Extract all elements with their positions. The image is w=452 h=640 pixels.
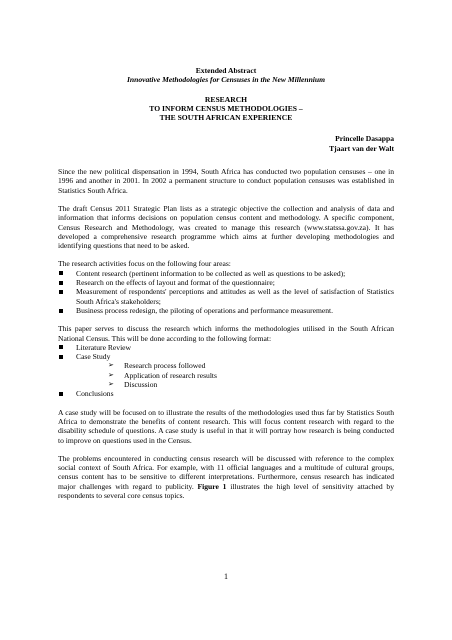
figure-reference: Figure 1 [197, 481, 227, 491]
format-list [58, 343, 394, 399]
abstract-header [58, 66, 394, 85]
list-item: Measurement of respondents' perceptions and attitudes as well as the level of satisfaction of Statistics South Africa's stakeholders; [58, 287, 394, 306]
sub-list-item: ➢ Research process followed [58, 361, 394, 370]
author-name: Tjaart van der Walt [329, 143, 394, 153]
conference-title: Innovative Methodologies for Censuses in the New Millennium [126, 75, 326, 85]
paragraph-case-study: A case study will be focused on to illustrate the results of the methodologies used thus far by Statistics South Africa to demonstrate the benefits of content research. This will focus content research with regard to the disability schedule of questions. A case study is useful in that it will portray how research is being conducted to improve on questions used in the Census. [58, 407, 394, 445]
paragraph-format-intro: This paper serves to discuss the research which informs the methodologies utilised in the South African National Census. This will be done according to the following format: [58, 324, 394, 343]
title-line-1: RESEARCH [204, 94, 248, 104]
paragraph-intro: Since the new political dispensation in 1994, South Africa has conducted two population censuses – one in 1996 and another in 2001. In 2002 a permanent structure to conduct population censuses was established in Statistics South Africa. [58, 167, 394, 195]
paragraph-problems [58, 454, 394, 500]
header-label: Extended Abstract [195, 66, 257, 75]
list-item: Literature Review [58, 343, 394, 352]
sub-list-item: ➢ Discussion [58, 380, 394, 389]
title-line-3: THE SOUTH AFRICAN EXPERIENCE [159, 113, 293, 123]
author-name: Princelle Dasappa [335, 134, 394, 144]
list-item: Research on the effects of layout and format of the questionnaire; [58, 278, 394, 287]
paragraph-focus-intro: The research activities focus on the following four areas: [58, 259, 231, 269]
sub-list-item: ➢ Application of research results [58, 371, 394, 380]
list-item: Conclusions [58, 389, 394, 398]
page-number: 1 [224, 572, 228, 581]
list-item: Business process redesign, the piloting of operations and performance measurement. [58, 306, 394, 315]
title-line-2: TO INFORM CENSUS METHODOLOGIES – [149, 103, 303, 113]
list-item: Content research (pertinent information to be collected as well as questions to be asked); [58, 269, 394, 278]
author-list [58, 134, 394, 153]
paragraph-problems-text: The problems encountered in conducting census research will be discussed with reference to the complex social context of South Africa. For example, with 11 official languages and a multitude of cultural groups, census content has to be sensitive to different interpretations. Furthermore, census research has indicated major challenges with regard to publicity. [58, 453, 394, 491]
paper-title [58, 95, 394, 123]
paragraph-problems-text-end: illustrates the high level of sensitivity attached by respondents to several core census topics. [58, 481, 395, 500]
focus-area-list [58, 269, 394, 315]
paragraph-strategic-plan: The draft Census 2011 Strategic Plan lists as a strategic objective the collection and analysis of data and information that informs decisions on population census content and methodology. A specific component, Census Research and Methodology, was created to manage this research (www.statssa.gov.za). It has developed a comprehensive research programme which aims at further developing methodologies and identifying questions that need to be asked. [58, 203, 394, 251]
list-item: Case Study [58, 352, 394, 361]
